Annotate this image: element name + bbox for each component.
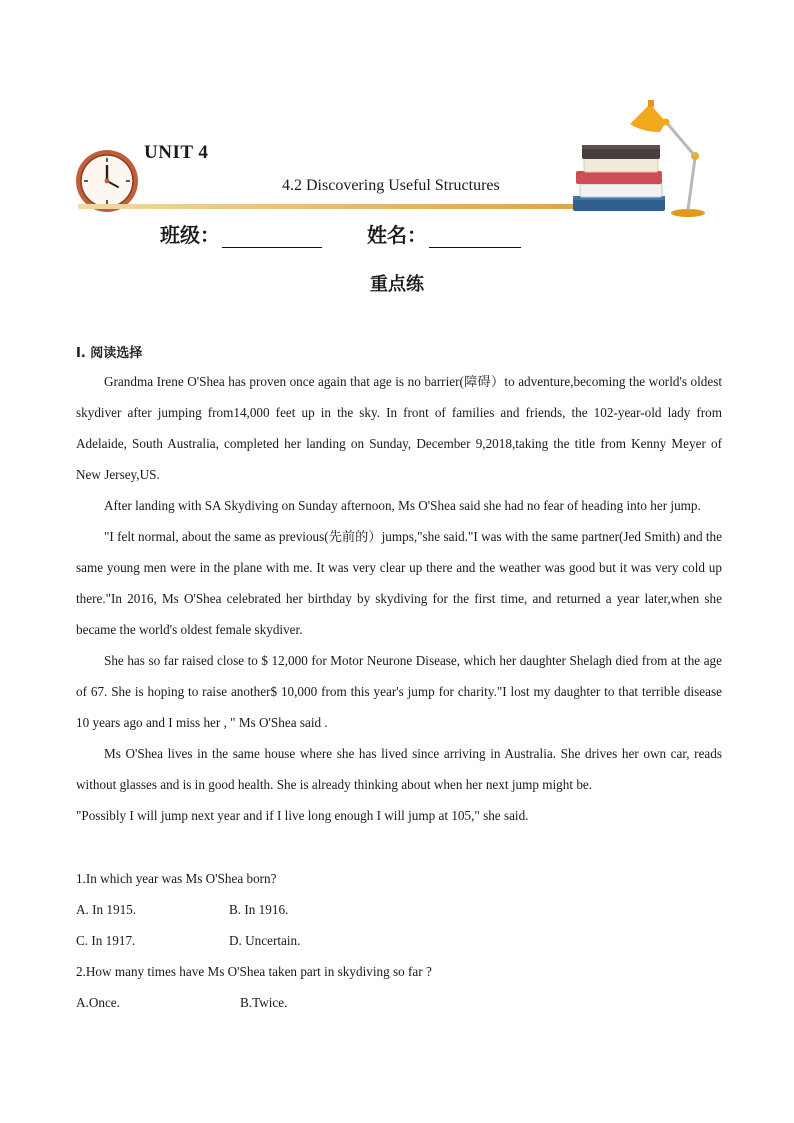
lesson-title: 4.2 Discovering Useful Structures — [282, 177, 500, 194]
student-info-row — [160, 219, 580, 251]
option-row — [76, 925, 722, 956]
class-blank[interactable] — [222, 226, 322, 248]
option-a[interactable]: A.Once. — [76, 995, 120, 1010]
passage-paragraph: "I felt normal, about the same as previous(先前的）jumps,"she said."I was with the same partner(Jed Smith) and the same young men were in the plane with me. It was very clear up there and the weather was good but it was very cold up there."In 2016, Ms O'Shea celebrated her birthday by skydiving for the first time, and returned a year later,when she became the world's oldest female skydiver. — [76, 529, 722, 637]
question-text: 1.In which year was Ms O'Shea born? — [76, 871, 277, 886]
class-label: 班级： — [160, 223, 220, 247]
passage-paragraph: "Possibly I will jump next year and if I live long enough I will jump at 105," she said. — [76, 808, 529, 823]
option-row — [76, 894, 722, 925]
unit-label: UNIT 4 — [144, 142, 209, 163]
option-row — [76, 987, 722, 1018]
passage-paragraph: After landing with SA Skydiving on Sunday afternoon, Ms O'Shea said she had no fear of heading into her jump. — [104, 498, 701, 513]
name-blank[interactable] — [429, 226, 521, 248]
option-d[interactable]: D. Uncertain. — [229, 933, 301, 948]
option-b[interactable]: B.Twice. — [240, 995, 288, 1010]
question-item — [76, 956, 722, 1018]
passage-paragraph: Ms O'Shea lives in the same house where she has lived since arriving in Australia. She drives her own car, reads without glasses and is in good health. She is already thinking about when her next jump might be. — [76, 746, 722, 792]
passage-paragraph: She has so far raised close to $ 12,000 for Motor Neurone Disease, which her daughter Shelagh died from at the age of 67. She is hoping to raise another$ 10,000 from this year's jump for charity."I lost my daughter to that terrible disease 10 years ago and I miss her , " Ms O'Shea said . — [76, 653, 722, 730]
passage-paragraph: Grandma Irene O'Shea has proven once again that age is no barrier(障碍）to adventure,becoming the world's oldest skydiver after jumping from14,000 feet up in the sky. In front of families and friends, the 102-year-old lady from Adelaide, South Australia, completed her landing on Sunday, December 9,2018,taking the title from Kenny Meyer of New Jersey,US. — [76, 374, 722, 482]
header-rule — [78, 204, 598, 209]
question-list — [76, 863, 722, 1018]
name-field — [367, 219, 521, 248]
name-label: 姓名： — [367, 223, 427, 247]
question-text: 2.How many times have Ms O'Shea taken part in skydiving so far ? — [76, 964, 432, 979]
books-and-lamp-icon — [570, 98, 715, 220]
class-field — [160, 219, 322, 248]
option-c[interactable]: C. In 1917. — [76, 933, 136, 948]
option-a[interactable]: A. In 1915. — [76, 902, 137, 917]
document-header — [0, 0, 794, 230]
reading-passage — [76, 366, 722, 831]
question-item — [76, 863, 722, 956]
section-heading: I. 阅读选择 — [76, 346, 143, 361]
practice-subtitle: 重点练 — [370, 274, 424, 295]
option-b[interactable]: B. In 1916. — [229, 902, 289, 917]
